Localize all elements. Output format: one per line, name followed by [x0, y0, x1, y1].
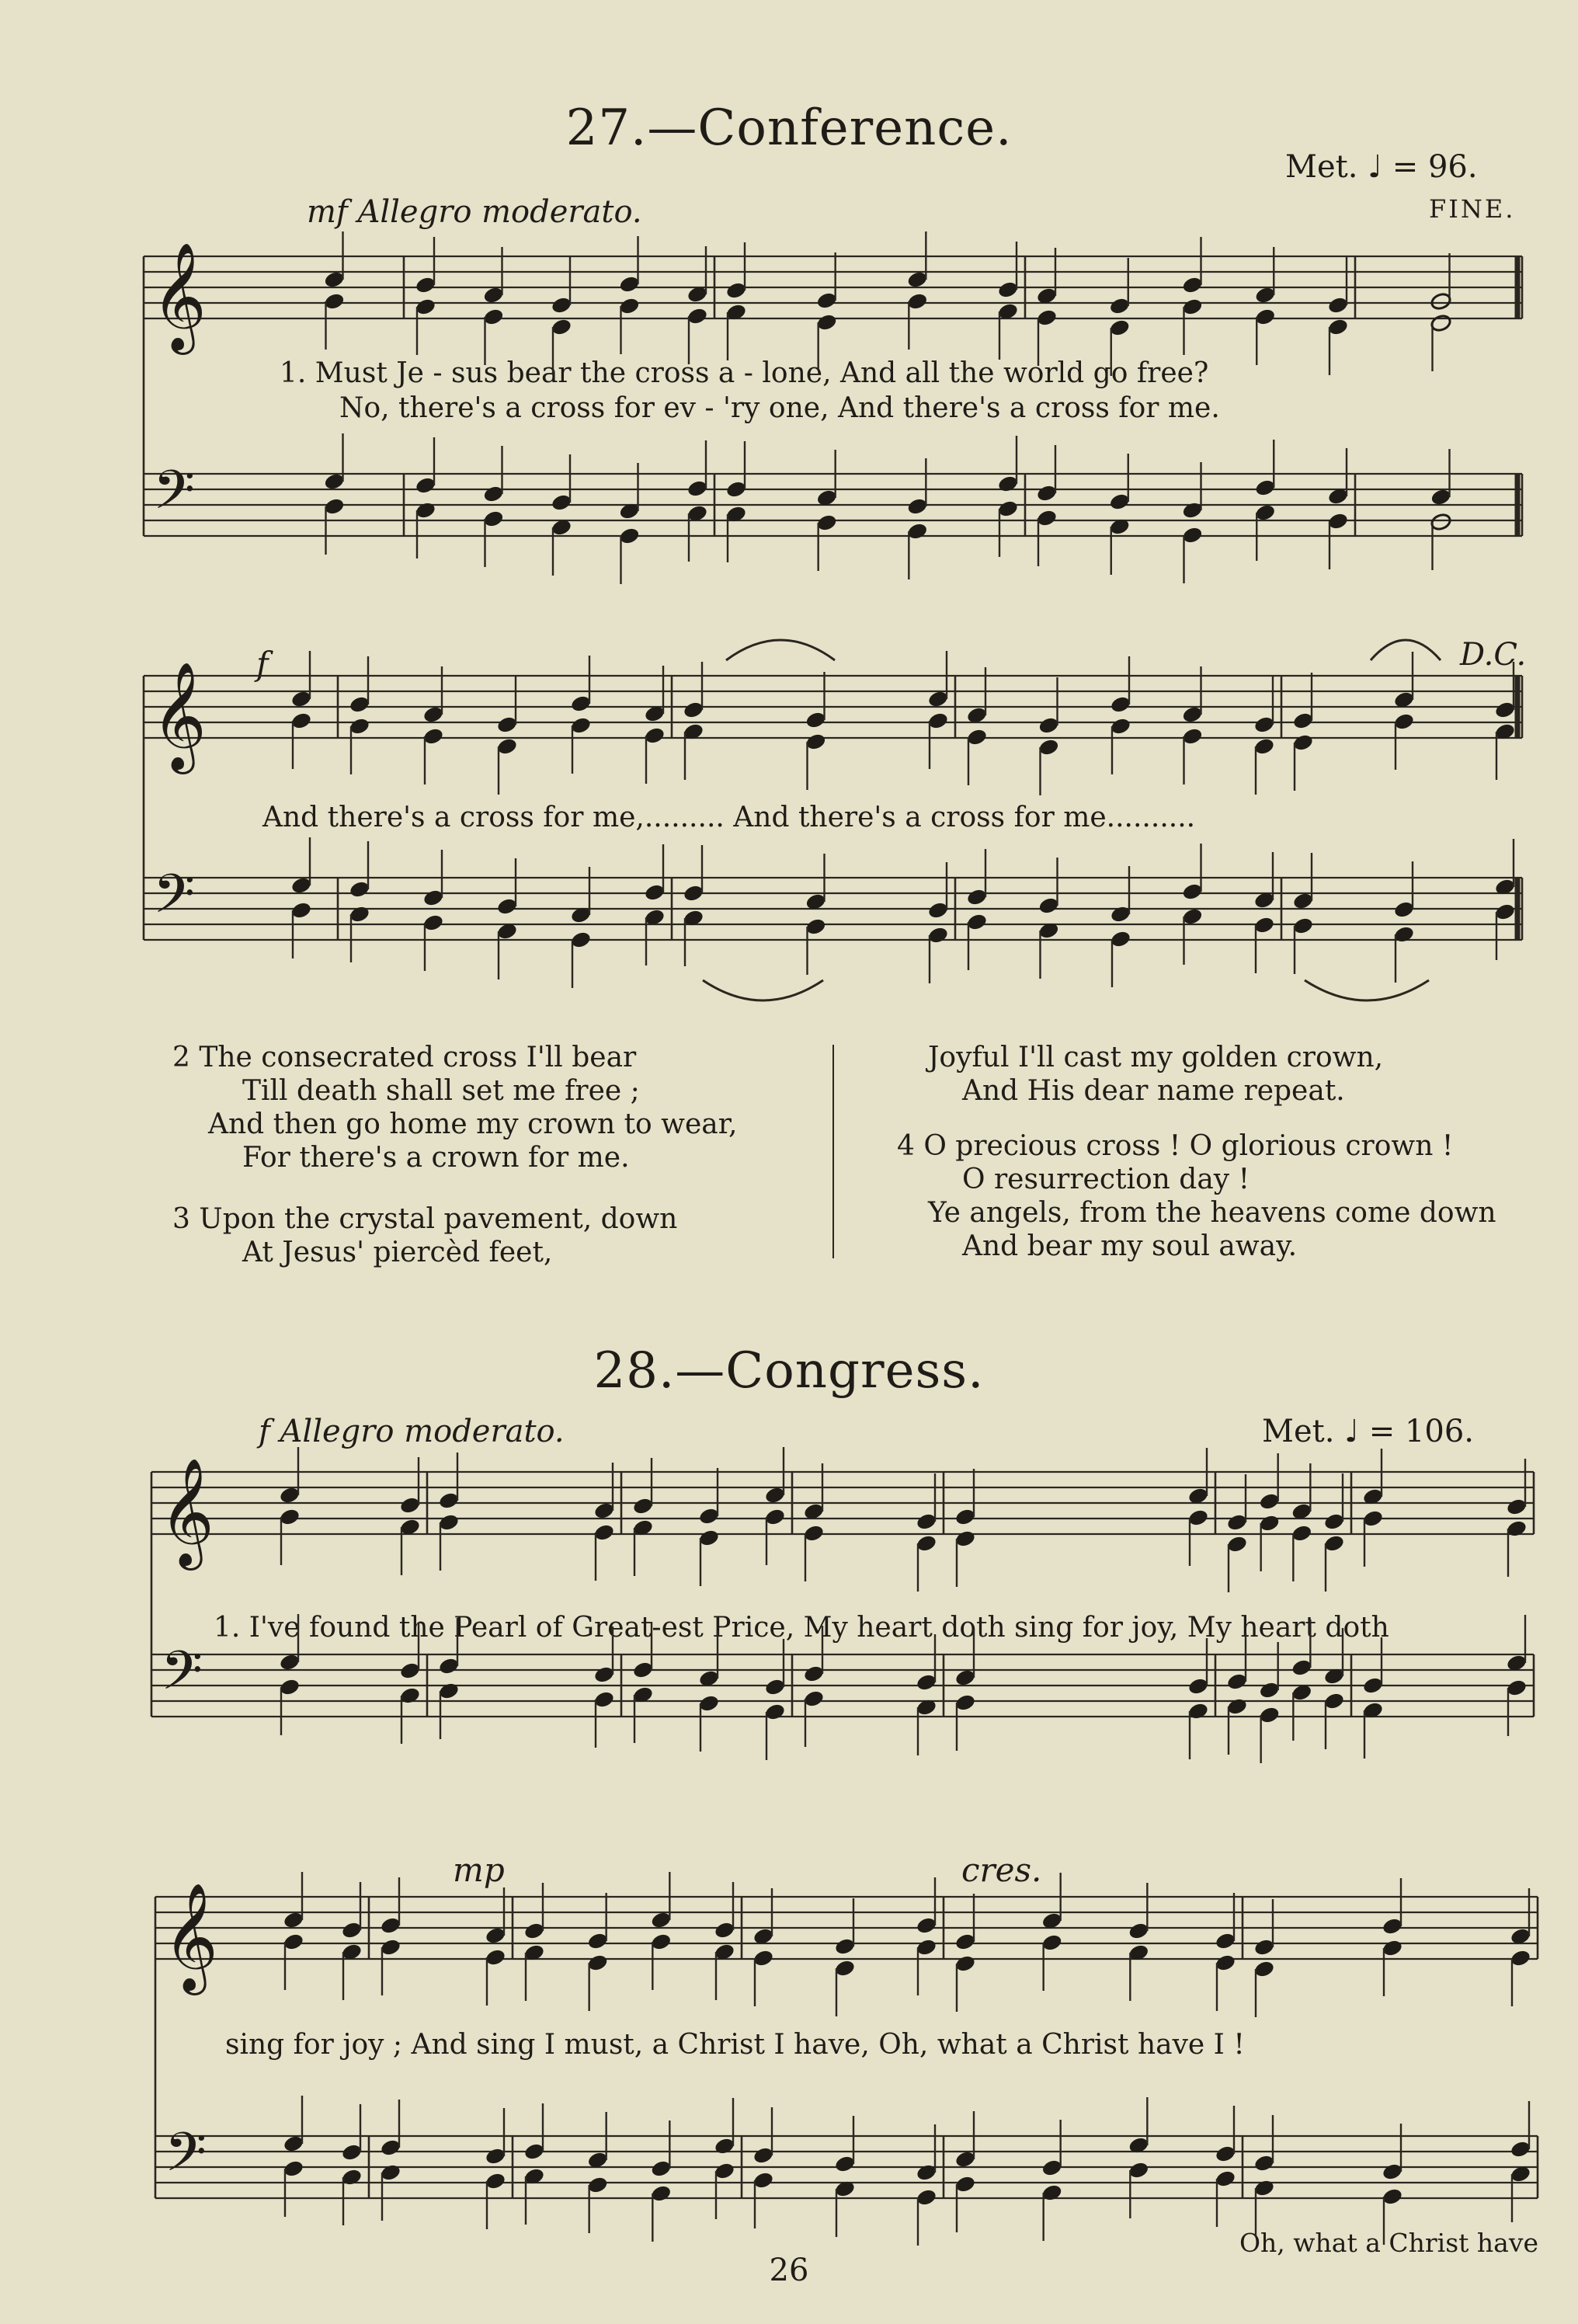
hymn-27-lyric-line-1: 1. Must Je - sus bear the cross a - lone, And all the world go free?: [280, 357, 1209, 389]
bass-clef: 𝄢: [165, 2120, 207, 2197]
verse-line: 3 Upon the crystal pavement, down: [172, 1203, 678, 1235]
verse-line: O resurrection day !: [962, 1164, 1250, 1195]
verse-line: At Jesus' piercèd feet,: [242, 1237, 553, 1268]
bass-clef: 𝄢: [153, 862, 196, 938]
treble-clef: 𝄞: [151, 242, 207, 350]
hymn-28-dynamic-mp: mp: [453, 1851, 505, 1889]
hymn-27-dc: D.C.: [1460, 637, 1527, 673]
hymn-28-lyric-line-1: 1. I've found the Pearl of Great-est Price, My heart doth sing for joy, My heart doth: [214, 1612, 1389, 1644]
hymn-28-tempo: f Allegro moderato.: [259, 1414, 565, 1449]
hymn-27-lyric-line-3: And there's a cross for me,......... And there's a cross for me..........: [262, 802, 1196, 833]
verse-line: And bear my soul away.: [962, 1230, 1298, 1262]
verse-line: And His dear name repeat.: [962, 1075, 1345, 1107]
slur: [1371, 640, 1441, 660]
page-number: 26: [769, 2253, 809, 2288]
verse-line: Joyful I'll cast my golden crown,: [928, 1042, 1384, 1073]
slur: [726, 640, 835, 660]
hymn-27-dynamic-f: f: [256, 645, 269, 683]
verse-line: Ye angels, from the heavens come down: [928, 1197, 1496, 1229]
hymn-28-lyric-line-3: Oh, what a Christ have: [1239, 2228, 1538, 2258]
hymn-27-tempo: mf Allegro moderato.: [307, 194, 642, 230]
verse-line: For there's a crown for me.: [242, 1142, 630, 1174]
hymn-28-lyric-line-2: sing for joy ; And sing I must, a Christ I have, Oh, what a Christ have I !: [225, 2029, 1245, 2061]
hymn-27-fine: FINE.: [1429, 194, 1516, 224]
verse-line: And then go home my crown to wear,: [208, 1108, 738, 1140]
hymn-27-lyric-line-2: No, there's a cross for ev - 'ry one, And there's a cross for me.: [339, 392, 1220, 424]
hymn-28-metronome: Met. ♩ = 106.: [1262, 1414, 1475, 1449]
hymn-28-dynamic-cres: cres.: [961, 1851, 1042, 1889]
verse-line: Till death shall set me free ;: [242, 1075, 640, 1107]
treble-clef: 𝄞: [151, 662, 207, 770]
hymn-27-metronome: Met. ♩ = 96.: [1285, 149, 1478, 185]
verse-line: 4 O precious cross ! O glorious crown !: [897, 1130, 1454, 1162]
treble-clef: 𝄞: [163, 1883, 218, 1991]
verse-line: 2 The consecrated cross I'll bear: [172, 1042, 637, 1073]
hymn-28-title: 28.—Congress.: [593, 1342, 985, 1400]
bass-clef: 𝄢: [161, 1639, 203, 1715]
bass-clef: 𝄢: [153, 458, 196, 534]
slur: [703, 980, 823, 1000]
slur: [1305, 980, 1429, 1000]
treble-clef: 𝄞: [159, 1458, 214, 1566]
hymn-27-title: 27.—Conference.: [565, 99, 1013, 157]
